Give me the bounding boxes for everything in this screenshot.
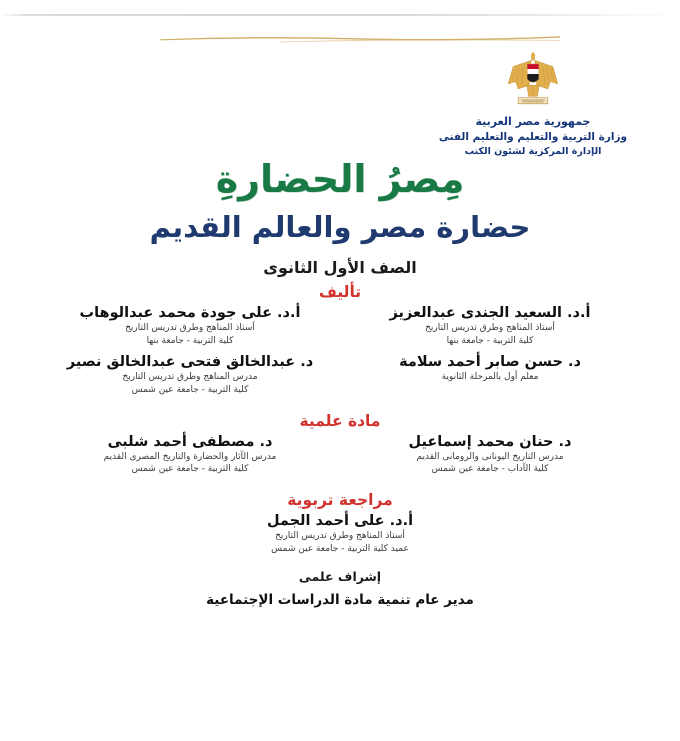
person-entry — [346, 433, 634, 476]
person-affiliation-2: كلية التربية - جامعة بنها — [446, 335, 534, 346]
person-affiliation-1: أستاذ المناهج وطرق تدريس التاريخ — [425, 323, 555, 334]
scientific-left-column — [340, 433, 640, 482]
page-title: مِصرُ الحضارةِ — [215, 157, 465, 201]
section-heading-supervision: إشراف علمى — [298, 569, 382, 585]
person-name: أ.د. السعيد الجندى عبدالعزيز — [389, 305, 591, 321]
ministry-header — [418, 48, 648, 159]
person-name: أ.د. على جودة محمد عبدالوهاب — [79, 305, 301, 321]
person-affiliation-1: أستاذ المناهج وطرق تدريس التاريخ — [125, 323, 255, 334]
gold-decorative-swash — [160, 34, 560, 44]
person-affiliation-1: معلم أول بالمرحلة الثانوية — [441, 372, 539, 383]
page-subtitle: حضارة مصر والعالم القديم — [149, 209, 531, 244]
ministry-text-lines — [418, 114, 648, 159]
person-name: د. حنان محمد إسماعيل — [408, 433, 572, 450]
grade-level: الصف الأول الثانوى — [263, 257, 417, 277]
person-entry — [346, 353, 634, 384]
section-supervision — [0, 569, 680, 608]
ministry-line-department: الإدارة المركزية لشئون الكتب — [464, 146, 602, 158]
person-affiliation-1: مدرس المناهج وطرق تدريس التاريخ — [122, 372, 258, 383]
person-affiliation-2: كلية التربية - جامعة عين شمس — [131, 385, 249, 396]
supervision-title: مدير عام تنمية مادة الدراسات الإجتماعية — [206, 592, 474, 609]
person-entry — [0, 512, 680, 555]
egypt-eagle-of-saladin-emblem — [502, 48, 564, 110]
person-affiliation-1: مدرس التاريخ اليونانى والرومانى القديم — [416, 451, 564, 462]
person-affiliation-2: عميد كلية التربية - جامعة عين شمس — [271, 543, 409, 554]
section-educational-review — [0, 491, 680, 555]
person-affiliation-2: كلية الآداب - جامعة عين شمس — [431, 464, 549, 475]
credits-area — [0, 283, 680, 608]
scientific-right-column — [40, 433, 340, 482]
person-affiliation-1: مدرس الآثار والحضارة والتاريخ المصرى القديم — [103, 451, 277, 462]
person-entry — [46, 304, 334, 347]
person-name: د. حسن صابر أحمد سلامة — [399, 354, 581, 371]
person-entry — [46, 433, 334, 476]
person-name: د. مصطفى أحمد شلبى — [107, 433, 273, 450]
person-affiliation-2: كلية التربية - جامعة عين شمس — [131, 464, 249, 475]
top-divider-rule — [0, 14, 680, 16]
person-affiliation-2: كلية التربية - جامعة بنها — [146, 335, 234, 346]
person-entry — [346, 304, 634, 347]
section-scientific-material — [0, 412, 680, 482]
person-name: د. عبدالخالق فتحى عبدالخالق نصير — [66, 354, 314, 371]
section-heading-authoring: تأليف — [318, 283, 362, 301]
title-block — [0, 158, 680, 277]
person-name: أ.د. على أحمد الجمل — [266, 512, 414, 529]
section-heading-scientific-material: مادة علمية — [299, 411, 381, 430]
section-authoring — [0, 283, 680, 403]
authoring-right-column — [40, 304, 340, 403]
authoring-left-column — [340, 304, 640, 390]
ministry-line-ministry: وزارة التربية والتعليم والتعليم الفنى — [438, 130, 628, 143]
section-heading-educational-review: مراجعة تربوية — [287, 490, 393, 509]
ministry-line-country: جمهورية مصر العربية — [475, 115, 591, 128]
person-entry — [46, 353, 334, 396]
person-affiliation-1: أستاذ المناهج وطرق تدريس التاريخ — [275, 531, 405, 542]
